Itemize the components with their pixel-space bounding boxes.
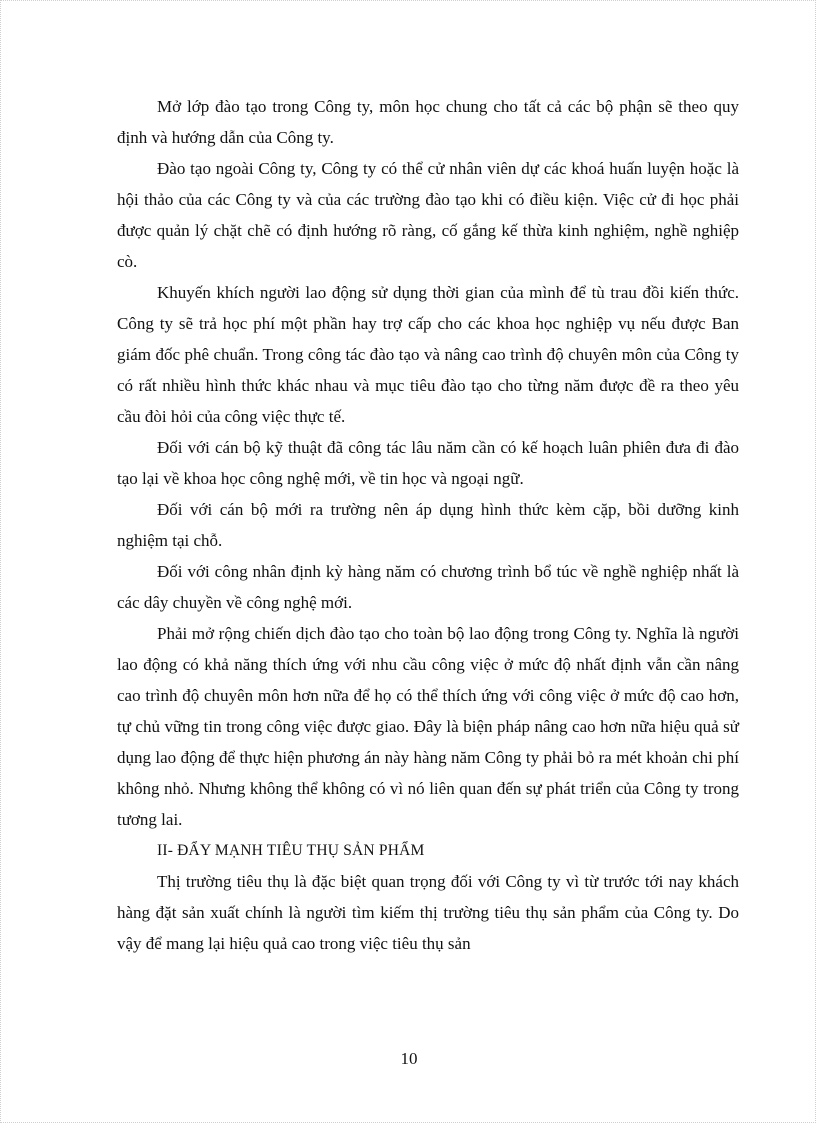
page-number: 10 (400, 1049, 418, 1068)
paragraph-technical-staff: Đối với cán bộ kỹ thuật đã công tác lâu năm cần có kế hoạch luân phiên đưa đi đào tạo lại về khoa học công nghệ mới, về tin học và ngoại ngữ. (117, 438, 739, 488)
paragraph-self-study-encouragement: Khuyến khích người lao động sử dụng thời gian của mình để tù trau đồi kiến thức. Công ty sẽ trả học phí một phần hay trợ cấp cho các khoa học nghiệp vụ nếu được Ban giám đốc phê chuẩn. Trong công tác đào tạo và nâng cao trình độ chuyên môn của Công ty có rất nhiều hình thức khác nhau và mục tiêu đào tạo cho từng năm được đề ra theo yêu cầu đòi hỏi của công việc thực tế. (117, 283, 739, 426)
paragraph-expand-training: Phải mở rộng chiến dịch đào tạo cho toàn bộ lao động trong Công ty. Nghĩa là người lao động có khả năng thích ứng với nhu cầu công việc ở mức độ nhất định vẫn cần nâng cao trình độ chuyên môn hơn nữa để họ có thể thích ứng với công việc ở mức độ cao hơn, tự chủ vững tin trong công việc được giao. Đây là biện pháp nâng cao hơn nữa hiệu quả sử dụng lao động để thực hiện phương án này hàng năm Công ty phải bỏ ra mét khoản chi phí không nhỏ. Nhưng không thể không có vì nó liên quan đến sự phát triển của Công ty trong tương lai. (117, 624, 739, 829)
paragraph-workers-retraining: Đối với công nhân định kỳ hàng năm có chương trình bổ túc về nghề nghiệp nhất là các dây chuyền về công nghệ mới. (117, 562, 739, 612)
page-body (117, 91, 739, 959)
paragraph-consumption-market: Thị trường tiêu thụ là đặc biệt quan trọng đối với Công ty vì từ trước tới nay khách hàng đặt sản xuất chính là người tìm kiếm thị trường tiêu thụ sản phẩm của Công ty. Do vậy để mang lại hiệu quả cao trong việc tiêu thụ sản (117, 872, 739, 953)
paragraph-new-graduates: Đối với cán bộ mới ra trường nên áp dụng hình thức kèm cặp, bồi dưỡng kinh nghiệm tại chỗ. (117, 500, 739, 550)
paragraph-training-outside-company: Đào tạo ngoài Công ty, Công ty có thể cử nhân viên dự các khoá huấn luyện hoặc là hội thảo của các Công ty và của các trường đào tạo khi có điều kiện. Việc cử đi học phải được quản lý chặt chẽ có định hướng rõ ràng, cố gắng kế thừa kinh nghiệm, nghề nghiệp cò. (117, 159, 739, 271)
paragraph-training-in-company: Mở lớp đào tạo trong Công ty, môn học chung cho tất cả các bộ phận sẽ theo quy định và hướng dẫn của Công ty. (117, 97, 739, 147)
section-heading: II- ĐẨY MẠNH TIÊU THỤ SẢN PHẨM (157, 842, 425, 859)
